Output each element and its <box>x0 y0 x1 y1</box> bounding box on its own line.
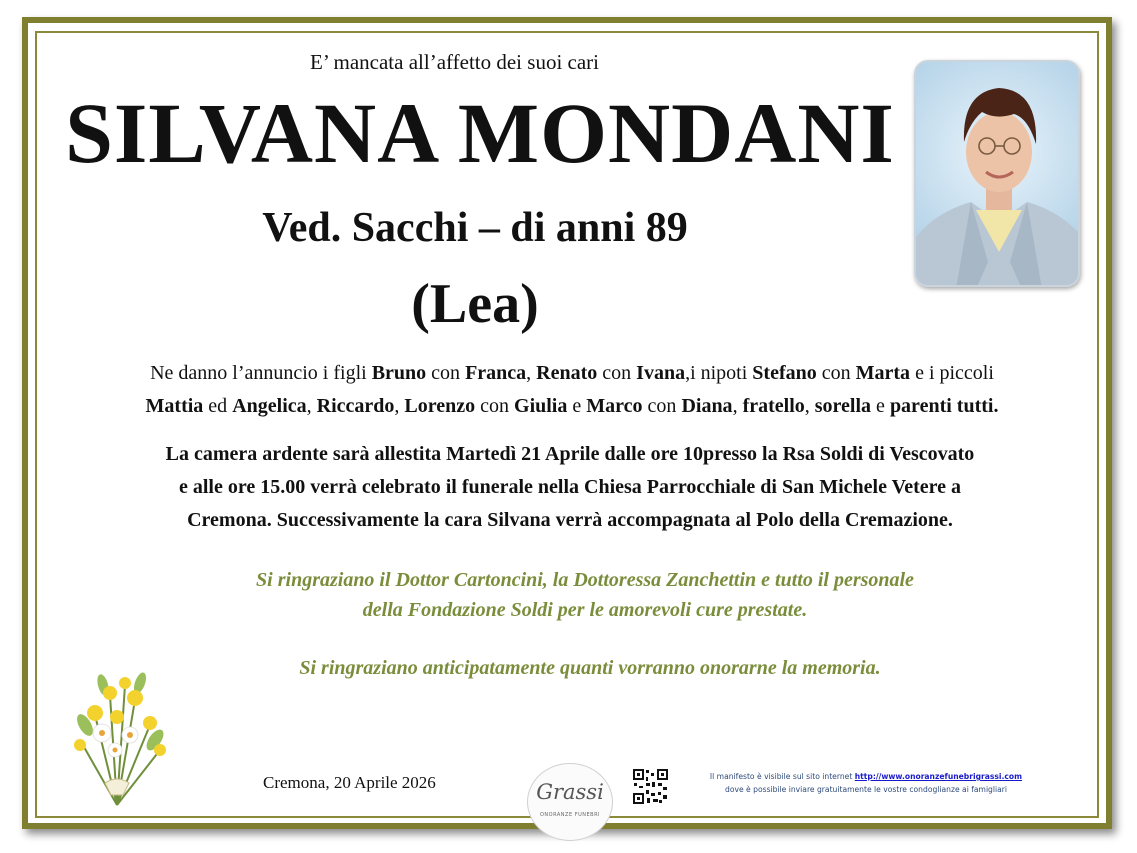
qr-code-icon <box>632 768 669 805</box>
relative-name: Franca <box>465 362 527 384</box>
website-link[interactable]: http://www.onoranzefunebrigrassi.com <box>854 772 1023 781</box>
relative-name: Marta <box>855 362 911 384</box>
relative-name: parenti tutti. <box>889 395 999 417</box>
deceased-name: SILVANA MONDANI <box>65 85 895 181</box>
place-date: Cremona, 20 Aprile 2026 <box>263 773 436 792</box>
relative-name: Angelica <box>232 395 307 417</box>
thanks-staff: Si ringraziano il Dottor Cartoncini, la Dottoressa Zanchettin e tutto il personale della Fondazione Soldi per le amorevoli cure prestate. <box>256 569 914 621</box>
relative-name: Giulia <box>514 395 568 417</box>
portrait-photo <box>914 60 1080 287</box>
funeral-info <box>70 438 1070 537</box>
relative-name: Renato <box>536 362 598 384</box>
relative-name: sorella <box>814 395 872 417</box>
funeral-line: e alle ore 15.00 verrà celebrato il funerale nella Chiesa Parrocchiale di San Michele Vetere a <box>178 476 962 498</box>
funeral-line: Cremona. Successivamente la cara Silvana verrà accompagnata al Polo della Cremazione. <box>187 509 953 531</box>
funeral-line: La camera ardente sarà allestita Martedì 21 Aprile dalle ore 10presso la Rsa Soldi di Vescovato <box>165 443 975 465</box>
relative-name: Ivana <box>636 362 686 384</box>
grassi-logo <box>527 763 613 841</box>
relative-name: Stefano <box>752 362 817 384</box>
announcement: Ne danno l’annuncio i figli Bruno con Franca, Renato con Ivana,i nipoti Stefano con Marta e i piccoli Mattia ed Angelica, Riccardo, Lorenzo con Giulia e Marco con Diana, fratello, sorella e parenti tutti. <box>145 362 999 417</box>
relative-name: Lorenzo <box>404 395 476 417</box>
portrait-illustration <box>916 62 1080 287</box>
thanks-memory: Si ringraziano anticipatamente quanti vorranno onorarne la memoria. <box>299 657 881 679</box>
relative-name: fratello <box>742 395 805 417</box>
flower-bouquet-icon <box>55 655 180 815</box>
logo-subtitle: ONORANZE FUNEBRI <box>539 812 601 818</box>
relative-name: Bruno <box>371 362 427 384</box>
deceased-subtitle: Ved. Sacchi – di anni 89 <box>262 205 688 251</box>
relative-name: Diana <box>681 395 733 417</box>
logo-script: Grassi <box>536 780 604 804</box>
intro-text: E’ mancata all’affetto dei suoi cari <box>310 50 599 74</box>
relative-name: Marco <box>586 395 643 417</box>
footer-note: Il manifesto è visibile sul sito internet http://www.onoranzefunebrigrassi.com dove è possibile inviare gratuitamente le vostre condoglianze ai famigliari <box>709 772 1023 794</box>
relative-name: Riccardo <box>316 395 395 417</box>
relative-name: Mattia <box>145 395 204 417</box>
deceased-nickname: (Lea) <box>411 273 539 335</box>
